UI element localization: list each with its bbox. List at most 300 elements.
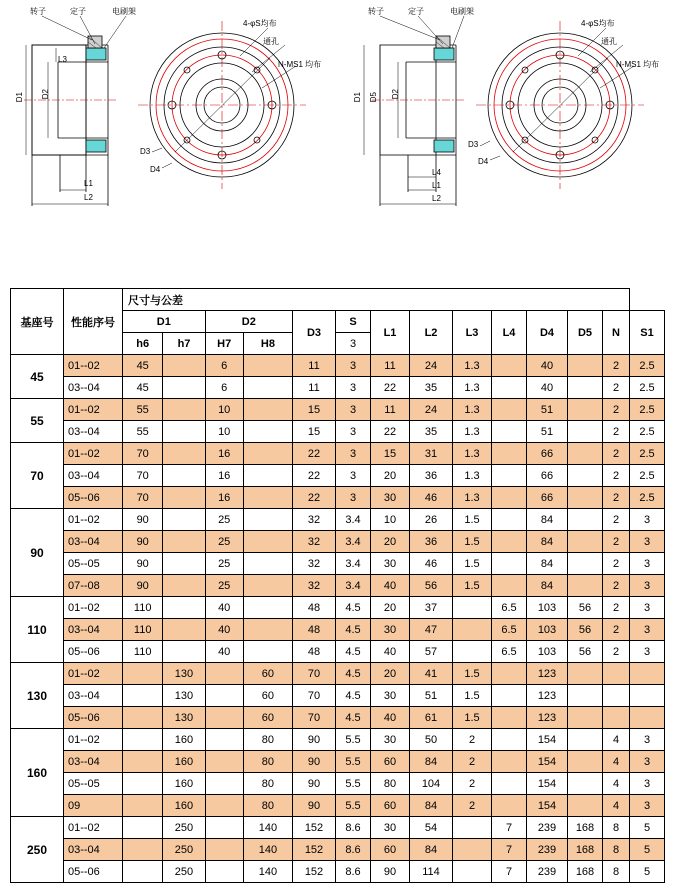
cell-l1: 20 [371, 465, 410, 487]
cell-d5 [568, 685, 603, 707]
cell-s1: 3 [630, 619, 665, 641]
cell-d5 [568, 355, 603, 377]
cell-h7: 160 [163, 729, 205, 751]
cell-l3 [453, 861, 492, 883]
cell-l1: 22 [371, 421, 410, 443]
callout-brush-holder-2: 电刷架 [450, 7, 474, 16]
cell-base-number: 250 [11, 817, 64, 883]
drawings-area [0, 0, 675, 255]
cell-d3: 15 [293, 421, 336, 443]
cell-perf-number: 05--06 [64, 487, 123, 509]
cell-l4 [492, 509, 527, 531]
cell-d5 [568, 487, 603, 509]
cell-l4 [492, 773, 527, 795]
cell-n: 2 [603, 443, 630, 465]
cell-perf-number: 03--04 [64, 839, 123, 861]
header-s-tolerance: 3 [336, 333, 371, 355]
cell-d2 [205, 839, 243, 861]
cell-d2: 40 [205, 641, 243, 663]
cell-d3: 90 [293, 729, 336, 751]
cell-h8: 60 [243, 685, 292, 707]
cell-s: 8.6 [336, 817, 371, 839]
cell-d4: 103 [527, 619, 568, 641]
cell-h7 [163, 487, 205, 509]
cell-l2: 50 [410, 729, 453, 751]
cell-d2 [205, 817, 243, 839]
cell-n: 8 [603, 839, 630, 861]
table-row [11, 861, 665, 883]
cell-d5: 56 [568, 641, 603, 663]
callout-l2: L2 [84, 193, 93, 202]
table-row [11, 597, 665, 619]
cell-l2: 61 [410, 707, 453, 729]
header-tol-H8: H8 [243, 333, 292, 355]
table-row [11, 487, 665, 509]
cell-s: 4.5 [336, 597, 371, 619]
cell-h8 [243, 531, 292, 553]
table-row [11, 839, 665, 861]
callout-4-phi-s: 4-φS均布 [243, 19, 277, 28]
cell-d3: 15 [293, 399, 336, 421]
cell-l1: 30 [371, 729, 410, 751]
cell-d1 [123, 707, 163, 729]
cell-l2: 35 [410, 377, 453, 399]
cell-n: 4 [603, 773, 630, 795]
cell-l2: 114 [410, 861, 453, 883]
table-row [11, 377, 665, 399]
cell-d5 [568, 795, 603, 817]
cell-s: 4.5 [336, 685, 371, 707]
cell-l2: 56 [410, 575, 453, 597]
cell-l3: 1.5 [453, 509, 492, 531]
cell-perf-number: 05--06 [64, 861, 123, 883]
cell-h7 [163, 619, 205, 641]
cell-d3: 90 [293, 751, 336, 773]
cell-d5 [568, 443, 603, 465]
cell-s1: 5 [630, 861, 665, 883]
header-perf-number: 性能序号 [64, 289, 123, 355]
table-row [11, 619, 665, 641]
cell-s: 3 [336, 399, 371, 421]
cell-d4: 154 [527, 729, 568, 751]
cell-perf-number: 01--02 [64, 509, 123, 531]
header-tol-h7: h7 [163, 333, 205, 355]
cell-l4 [492, 443, 527, 465]
cell-s1: 2.5 [630, 355, 665, 377]
cell-s1: 2.5 [630, 487, 665, 509]
cell-h8 [243, 443, 292, 465]
cell-l2: 46 [410, 553, 453, 575]
cell-l2: 37 [410, 597, 453, 619]
cell-n: 4 [603, 795, 630, 817]
cell-s1: 2.5 [630, 443, 665, 465]
cell-s: 3 [336, 377, 371, 399]
cell-l3: 1.3 [453, 443, 492, 465]
cell-l3: 1.3 [453, 355, 492, 377]
cell-s1: 2.5 [630, 377, 665, 399]
cell-perf-number: 03--04 [64, 685, 123, 707]
cell-h7: 160 [163, 751, 205, 773]
cell-d5 [568, 773, 603, 795]
cell-l2: 47 [410, 619, 453, 641]
cell-l1: 60 [371, 839, 410, 861]
cell-l3: 2 [453, 773, 492, 795]
cell-s1: 3 [630, 509, 665, 531]
cell-l3: 1.3 [453, 487, 492, 509]
cell-l3: 1.5 [453, 553, 492, 575]
cell-d1 [123, 795, 163, 817]
cell-h8 [243, 355, 292, 377]
cell-h8 [243, 377, 292, 399]
cell-h8 [243, 619, 292, 641]
cell-perf-number: 03--04 [64, 465, 123, 487]
cell-perf-number: 03--04 [64, 619, 123, 641]
cell-l1: 30 [371, 487, 410, 509]
cell-d5 [568, 663, 603, 685]
cell-d1: 55 [123, 421, 163, 443]
cell-d2: 6 [205, 377, 243, 399]
callout-l2-2: L2 [432, 194, 441, 203]
cell-base-number: 55 [11, 399, 64, 443]
cell-d1 [123, 729, 163, 751]
table-row [11, 443, 665, 465]
cell-h8 [243, 399, 292, 421]
cell-l4 [492, 399, 527, 421]
cell-l3: 1.3 [453, 377, 492, 399]
cell-h8 [243, 597, 292, 619]
cell-perf-number: 03--04 [64, 531, 123, 553]
header-dims-tolerances: 尺寸与公差 [123, 289, 630, 311]
cell-h8 [243, 553, 292, 575]
cell-l2: 24 [410, 355, 453, 377]
cell-d1: 70 [123, 465, 163, 487]
cell-h7 [163, 377, 205, 399]
cell-l4: 7 [492, 839, 527, 861]
cell-l1: 60 [371, 751, 410, 773]
cell-d1: 90 [123, 575, 163, 597]
cell-l4: 7 [492, 817, 527, 839]
cell-perf-number: 03--04 [64, 751, 123, 773]
cell-l4 [492, 751, 527, 773]
table-row [11, 751, 665, 773]
cell-l2: 84 [410, 795, 453, 817]
cell-perf-number: 01--02 [64, 597, 123, 619]
cell-h7: 250 [163, 839, 205, 861]
cell-d1: 110 [123, 619, 163, 641]
cell-s1: 3 [630, 729, 665, 751]
table-row [11, 355, 665, 377]
cell-s1: 2.5 [630, 465, 665, 487]
cell-d5 [568, 729, 603, 751]
cell-n: 2 [603, 355, 630, 377]
cell-d4: 84 [527, 575, 568, 597]
callout-d2: D2 [41, 89, 50, 100]
dimensions-table [10, 288, 665, 883]
cell-d4: 84 [527, 553, 568, 575]
header-n: N [603, 311, 630, 355]
cell-perf-number: 01--02 [64, 729, 123, 751]
cell-h7 [163, 443, 205, 465]
cell-d1: 90 [123, 531, 163, 553]
table-row [11, 421, 665, 443]
cell-l1: 11 [371, 355, 410, 377]
cell-d3: 70 [293, 663, 336, 685]
drawing-left-svg [0, 0, 337, 255]
table-row [11, 509, 665, 531]
cell-s: 5.5 [336, 729, 371, 751]
cell-d1: 90 [123, 553, 163, 575]
cell-perf-number: 05--05 [64, 773, 123, 795]
cell-s: 3.4 [336, 575, 371, 597]
cell-h7 [163, 421, 205, 443]
callout-d4: D4 [150, 165, 161, 174]
cell-d4: 84 [527, 531, 568, 553]
cell-s1: 3 [630, 531, 665, 553]
cell-h8: 140 [243, 861, 292, 883]
cell-s: 3 [336, 421, 371, 443]
header-l2: L2 [410, 311, 453, 355]
cell-d5 [568, 707, 603, 729]
cell-s: 3.4 [336, 509, 371, 531]
cell-perf-number: 01--02 [64, 443, 123, 465]
cell-l3: 1.5 [453, 663, 492, 685]
cell-l1: 90 [371, 861, 410, 883]
cell-n: 2 [603, 509, 630, 531]
cell-d2 [205, 707, 243, 729]
cell-d4: 66 [527, 465, 568, 487]
callout-stator: 定子 [70, 7, 86, 16]
cell-base-number: 90 [11, 509, 64, 597]
table-row [11, 707, 665, 729]
cell-d4: 239 [527, 817, 568, 839]
table-head [11, 289, 665, 355]
table-row [11, 399, 665, 421]
cell-n: 2 [603, 487, 630, 509]
header-l3: L3 [453, 311, 492, 355]
cell-l2: 36 [410, 531, 453, 553]
cell-d4: 123 [527, 707, 568, 729]
cell-d1: 55 [123, 399, 163, 421]
cell-d1: 90 [123, 509, 163, 531]
cell-h8: 80 [243, 751, 292, 773]
cell-d3: 48 [293, 619, 336, 641]
table-row [11, 465, 665, 487]
cell-d3: 32 [293, 553, 336, 575]
callout-n-ms1-2: N-MS1 均布 [616, 60, 660, 69]
cell-h7 [163, 465, 205, 487]
cell-h7 [163, 641, 205, 663]
table-row [11, 685, 665, 707]
cell-d5: 168 [568, 861, 603, 883]
cell-d2: 16 [205, 443, 243, 465]
cell-perf-number: 03--04 [64, 377, 123, 399]
cell-s1 [630, 707, 665, 729]
cell-d3: 22 [293, 465, 336, 487]
callout-stator-2: 定子 [408, 7, 424, 16]
cell-l2: 31 [410, 443, 453, 465]
cell-perf-number: 01--02 [64, 399, 123, 421]
cell-d3: 152 [293, 839, 336, 861]
cell-h8: 60 [243, 663, 292, 685]
cell-d2: 40 [205, 597, 243, 619]
cell-s1 [630, 663, 665, 685]
cell-l3: 2 [453, 795, 492, 817]
cell-l1: 20 [371, 597, 410, 619]
cell-d3: 11 [293, 355, 336, 377]
callout-l1-2: L1 [432, 181, 441, 190]
cell-d4: 154 [527, 751, 568, 773]
cell-n: 4 [603, 729, 630, 751]
cell-l2: 54 [410, 817, 453, 839]
cell-d1: 110 [123, 641, 163, 663]
cell-d1 [123, 861, 163, 883]
cell-d1 [123, 751, 163, 773]
cell-d2 [205, 729, 243, 751]
cell-l3 [453, 619, 492, 641]
cell-s1: 3 [630, 795, 665, 817]
cell-l2: 51 [410, 685, 453, 707]
callout-4-phi-s-2: 4-φS均布 [581, 19, 615, 28]
cell-n: 2 [603, 531, 630, 553]
cell-n: 2 [603, 597, 630, 619]
table-row [11, 531, 665, 553]
cell-perf-number: 03--04 [64, 421, 123, 443]
cell-l3 [453, 839, 492, 861]
callout-d5: D5 [369, 92, 378, 103]
cell-l1: 30 [371, 553, 410, 575]
cell-l1: 20 [371, 663, 410, 685]
cell-d2: 25 [205, 553, 243, 575]
header-d1: D1 [123, 311, 206, 333]
cell-perf-number: 05--05 [64, 553, 123, 575]
cell-d3: 32 [293, 509, 336, 531]
cell-s: 3 [336, 487, 371, 509]
callout-d3: D3 [140, 147, 151, 156]
cell-l3: 1.5 [453, 575, 492, 597]
cell-n: 4 [603, 751, 630, 773]
cell-d2 [205, 861, 243, 883]
cell-d5 [568, 421, 603, 443]
cell-d3: 152 [293, 861, 336, 883]
cell-l4 [492, 465, 527, 487]
header-l1: L1 [371, 311, 410, 355]
cell-d2: 10 [205, 399, 243, 421]
cell-d3: 152 [293, 817, 336, 839]
cell-d3: 70 [293, 685, 336, 707]
cell-h8: 140 [243, 817, 292, 839]
cell-l1: 22 [371, 377, 410, 399]
cell-l3: 2 [453, 729, 492, 751]
cell-l1: 11 [371, 399, 410, 421]
cell-l2: 46 [410, 487, 453, 509]
cell-l4 [492, 575, 527, 597]
cell-d3: 11 [293, 377, 336, 399]
header-d3: D3 [293, 311, 336, 355]
table-body [11, 355, 665, 883]
cell-h8 [243, 509, 292, 531]
cell-s1: 3 [630, 751, 665, 773]
cell-s: 5.5 [336, 795, 371, 817]
cell-n: 2 [603, 465, 630, 487]
cell-h7: 130 [163, 685, 205, 707]
header-l4: L4 [492, 311, 527, 355]
cell-h8: 80 [243, 795, 292, 817]
cell-l3: 2 [453, 751, 492, 773]
table-row [11, 575, 665, 597]
cell-d1: 45 [123, 355, 163, 377]
table-row [11, 553, 665, 575]
cell-l2: 104 [410, 773, 453, 795]
cell-l4 [492, 795, 527, 817]
cell-l1: 30 [371, 817, 410, 839]
cell-s: 3.4 [336, 531, 371, 553]
cell-h7 [163, 531, 205, 553]
table-row [11, 817, 665, 839]
cell-h7: 160 [163, 773, 205, 795]
cell-perf-number: 01--02 [64, 355, 123, 377]
cell-h8 [243, 465, 292, 487]
cell-d3: 22 [293, 487, 336, 509]
cell-d2 [205, 685, 243, 707]
cell-h7: 130 [163, 707, 205, 729]
cell-d4: 40 [527, 377, 568, 399]
cell-s: 3 [336, 465, 371, 487]
cell-d2 [205, 751, 243, 773]
cell-n [603, 685, 630, 707]
cell-l3: 1.3 [453, 421, 492, 443]
callout-d1-2: D1 [353, 92, 362, 103]
cell-d1: 110 [123, 597, 163, 619]
cell-l4 [492, 377, 527, 399]
callout-d2-2: D2 [391, 89, 400, 100]
cell-d2: 6 [205, 355, 243, 377]
cell-base-number: 160 [11, 729, 64, 817]
callout-n-ms1: N-MS1 均布 [278, 60, 322, 69]
cell-s: 8.6 [336, 861, 371, 883]
cell-d4: 123 [527, 685, 568, 707]
cell-d4: 66 [527, 487, 568, 509]
cell-d4: 239 [527, 861, 568, 883]
cell-h7 [163, 355, 205, 377]
cell-n [603, 663, 630, 685]
cell-d1: 70 [123, 443, 163, 465]
header-d5: D5 [568, 311, 603, 355]
cell-d2: 16 [205, 487, 243, 509]
cell-d5: 56 [568, 597, 603, 619]
cell-l1: 15 [371, 443, 410, 465]
header-tol-H7: H7 [205, 333, 243, 355]
cell-d4: 123 [527, 663, 568, 685]
table-row [11, 641, 665, 663]
cell-d2: 25 [205, 531, 243, 553]
callout-d4-2: D4 [478, 157, 489, 166]
cell-l3: 1.5 [453, 685, 492, 707]
callout-l3: L3 [58, 55, 67, 64]
cell-d1 [123, 773, 163, 795]
cell-d5 [568, 509, 603, 531]
cell-base-number: 130 [11, 663, 64, 729]
header-tol-h6: h6 [123, 333, 163, 355]
cell-d5: 56 [568, 619, 603, 641]
cell-d5 [568, 751, 603, 773]
cell-d5 [568, 465, 603, 487]
cell-h7 [163, 575, 205, 597]
cell-l3: 1.5 [453, 531, 492, 553]
cell-n: 8 [603, 817, 630, 839]
cell-d4: 154 [527, 773, 568, 795]
cell-d4: 51 [527, 399, 568, 421]
cell-d5 [568, 531, 603, 553]
